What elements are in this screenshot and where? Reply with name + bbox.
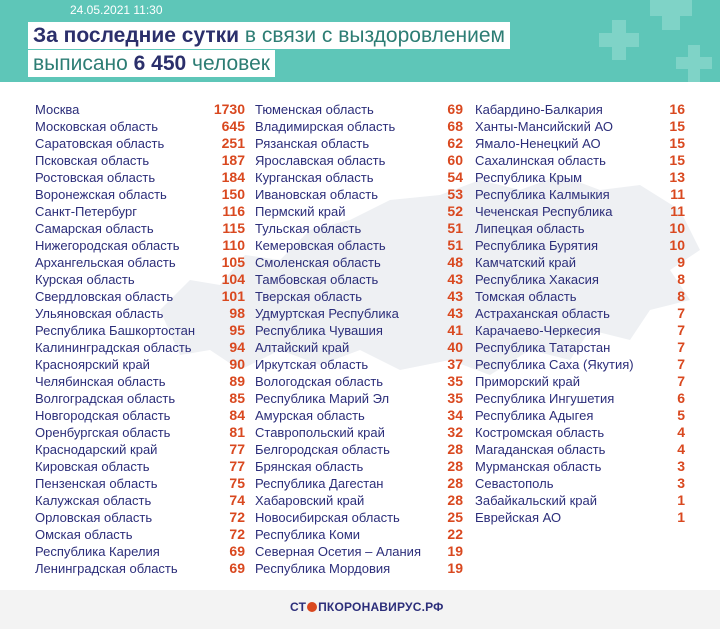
region-discharged-count: 72 [229, 509, 245, 525]
region-discharged-count: 54 [447, 169, 463, 185]
region-discharged-count: 9 [677, 254, 685, 270]
region-name: Республика Башкортостан [35, 323, 195, 338]
region-name: Тамбовская область [255, 272, 379, 287]
region-discharged-count: 28 [447, 475, 463, 491]
region-name: Республика Дагестан [255, 476, 384, 491]
region-name: Псковская область [35, 153, 150, 168]
region-discharged-count: 77 [229, 441, 245, 457]
region-name: Удмуртская Республика [255, 306, 399, 321]
region-row [255, 373, 463, 390]
region-name: Республика Мордовия [255, 561, 391, 576]
footer [0, 590, 720, 629]
region-discharged-count: 8 [677, 271, 685, 287]
region-name: Краснодарский край [35, 442, 158, 457]
region-row [475, 288, 685, 305]
region-discharged-count: 19 [447, 543, 463, 559]
region-row [35, 509, 245, 526]
region-discharged-count: 48 [447, 254, 463, 270]
region-name: Еврейская АО [475, 510, 562, 525]
region-row [35, 135, 245, 152]
region-discharged-count: 77 [229, 458, 245, 474]
region-row [35, 475, 245, 492]
region-row [475, 356, 685, 373]
headline-line-2 [28, 50, 275, 77]
region-name: Республика Коми [255, 527, 361, 542]
region-row [35, 118, 245, 135]
region-discharged-count: 69 [229, 543, 245, 559]
region-discharged-count: 62 [447, 135, 463, 151]
region-row [35, 373, 245, 390]
region-row [35, 254, 245, 271]
region-discharged-count: 15 [669, 152, 685, 168]
region-discharged-count: 28 [447, 458, 463, 474]
region-row [475, 186, 685, 203]
region-discharged-count: 43 [447, 271, 463, 287]
region-discharged-count: 43 [447, 288, 463, 304]
region-discharged-count: 8 [677, 288, 685, 304]
region-column-1 [35, 101, 245, 577]
region-name: Республика Калмыкия [475, 187, 610, 202]
region-discharged-count: 7 [677, 322, 685, 338]
region-row [35, 543, 245, 560]
region-row [255, 424, 463, 441]
region-row [35, 271, 245, 288]
discharged-total: 6 450 [133, 52, 187, 75]
region-row [475, 237, 685, 254]
region-name: Республика Саха (Якутия) [475, 357, 634, 372]
region-name: Сахалинская область [475, 153, 606, 168]
region-name: Тюменская область [255, 102, 374, 117]
region-name: Курская область [35, 272, 135, 287]
region-name: Воронежская область [35, 187, 167, 202]
region-row [255, 339, 463, 356]
region-discharged-count: 104 [221, 271, 245, 287]
region-row [35, 305, 245, 322]
region-name: Северная Осетия – Алания [255, 544, 421, 559]
region-name: Смоленская область [255, 255, 381, 270]
region-name: Московская область [35, 119, 159, 134]
region-discharged-count: 75 [229, 475, 245, 491]
region-row [475, 475, 685, 492]
region-row [35, 458, 245, 475]
region-discharged-count: 51 [447, 237, 463, 253]
headline-bold: За последние сутки [33, 24, 240, 47]
region-name: Липецкая область [475, 221, 585, 236]
region-name: Томская область [475, 289, 577, 304]
region-row [35, 339, 245, 356]
region-row [255, 288, 463, 305]
plus-decoration-icon [590, 0, 720, 82]
region-name: Кабардино-Балкария [475, 102, 603, 117]
date-label: 24.05.2021 11:30 [70, 3, 163, 17]
region-name: Тверская область [255, 289, 363, 304]
region-discharged-count: 32 [447, 424, 463, 440]
region-name: Республика Адыгея [475, 408, 594, 423]
region-discharged-count: 10 [669, 220, 685, 236]
region-discharged-count: 22 [447, 526, 463, 542]
region-discharged-count: 41 [447, 322, 463, 338]
region-name: Владимирская область [255, 119, 396, 134]
region-row [255, 169, 463, 186]
region-discharged-count: 645 [221, 118, 245, 134]
region-row [475, 407, 685, 424]
region-row [475, 390, 685, 407]
region-name: Курганская область [255, 170, 374, 185]
region-discharged-count: 7 [677, 305, 685, 321]
region-name: Хабаровский край [255, 493, 365, 508]
region-name: Ярославская область [255, 153, 386, 168]
region-discharged-count: 28 [447, 441, 463, 457]
region-row [255, 203, 463, 220]
region-row [475, 424, 685, 441]
region-discharged-count: 7 [677, 356, 685, 372]
region-discharged-count: 13 [669, 169, 685, 185]
region-row [255, 305, 463, 322]
region-name: Новгородская область [35, 408, 171, 423]
region-row [35, 322, 245, 339]
region-row [475, 118, 685, 135]
region-name: Новосибирская область [255, 510, 400, 525]
region-discharged-count: 35 [447, 373, 463, 389]
headline-rest: в связи с выздоровлением [239, 24, 505, 47]
region-row [255, 509, 463, 526]
region-row [475, 441, 685, 458]
region-name: Самарская область [35, 221, 154, 236]
region-row [35, 424, 245, 441]
region-discharged-count: 69 [447, 101, 463, 117]
stop-dot-icon [307, 602, 317, 612]
region-name: Алтайский край [255, 340, 350, 355]
region-row [35, 288, 245, 305]
region-discharged-count: 251 [221, 135, 245, 151]
region-row [35, 390, 245, 407]
headline-line-1 [28, 22, 510, 49]
region-row [255, 356, 463, 373]
region-discharged-count: 4 [677, 441, 685, 457]
region-discharged-count: 16 [669, 101, 685, 117]
region-name: Челябинская область [35, 374, 166, 389]
region-name: Магаданская область [475, 442, 606, 457]
region-row [35, 186, 245, 203]
region-name: Орловская область [35, 510, 153, 525]
region-name: Ивановская область [255, 187, 378, 202]
region-row [475, 271, 685, 288]
region-discharged-count: 28 [447, 492, 463, 508]
region-row [255, 220, 463, 237]
region-name: Костромская область [475, 425, 605, 440]
brand-prefix: СТ [290, 600, 307, 614]
region-row [475, 339, 685, 356]
region-name: Ямало-Ненецкий АО [475, 136, 601, 151]
region-name: Республика Чувашия [255, 323, 383, 338]
region-discharged-count: 74 [229, 492, 245, 508]
region-row [475, 101, 685, 118]
region-discharged-count: 90 [229, 356, 245, 372]
region-column-2 [255, 101, 463, 577]
region-discharged-count: 69 [229, 560, 245, 576]
region-name: Пермский край [255, 204, 346, 219]
region-discharged-count: 101 [221, 288, 245, 304]
region-discharged-count: 53 [447, 186, 463, 202]
region-name: Ростовская область [35, 170, 156, 185]
region-row [255, 526, 463, 543]
region-column-3 [475, 101, 685, 526]
region-name: Иркутская область [255, 357, 369, 372]
header-banner [0, 0, 720, 82]
region-name: Рязанская область [255, 136, 370, 151]
region-row [35, 441, 245, 458]
region-name: Республика Татарстан [475, 340, 611, 355]
region-name: Волгоградская область [35, 391, 176, 406]
region-name: Оренбургская область [35, 425, 171, 440]
region-discharged-count: 150 [221, 186, 245, 202]
region-discharged-count: 1 [677, 509, 685, 525]
region-discharged-count: 1730 [213, 101, 245, 117]
region-row [255, 458, 463, 475]
region-discharged-count: 19 [447, 560, 463, 576]
region-discharged-count: 89 [229, 373, 245, 389]
region-name: Архангельская область [35, 255, 176, 270]
region-name: Забайкальский край [475, 493, 598, 508]
region-discharged-count: 98 [229, 305, 245, 321]
region-name: Санкт-Петербург [35, 204, 137, 219]
line2-prefix: выписано [33, 52, 134, 75]
region-row [35, 492, 245, 509]
region-discharged-count: 184 [221, 169, 245, 185]
region-row [475, 254, 685, 271]
region-name: Калужская область [35, 493, 152, 508]
region-discharged-count: 5 [677, 407, 685, 423]
region-discharged-count: 84 [229, 407, 245, 423]
region-row [35, 526, 245, 543]
region-row [255, 254, 463, 271]
region-row [255, 271, 463, 288]
region-discharged-count: 1 [677, 492, 685, 508]
region-name: Брянская область [255, 459, 364, 474]
region-name: Республика Бурятия [475, 238, 599, 253]
region-row [475, 509, 685, 526]
region-discharged-count: 85 [229, 390, 245, 406]
region-name: Калининградская область [35, 340, 192, 355]
region-name: Свердловская область [35, 289, 174, 304]
region-discharged-count: 3 [677, 475, 685, 491]
region-name: Омская область [35, 527, 133, 542]
region-name: Чеченская Республика [475, 204, 613, 219]
region-discharged-count: 52 [447, 203, 463, 219]
region-name: Приморский край [475, 374, 580, 389]
region-discharged-count: 10 [669, 237, 685, 253]
region-name: Республика Карелия [35, 544, 160, 559]
region-discharged-count: 4 [677, 424, 685, 440]
region-name: Пензенская область [35, 476, 158, 491]
line2-suffix: человек [186, 52, 270, 75]
region-discharged-count: 116 [222, 203, 245, 219]
region-row [35, 101, 245, 118]
region-discharged-count: 60 [447, 152, 463, 168]
region-row [255, 186, 463, 203]
region-row [255, 101, 463, 118]
region-discharged-count: 11 [670, 186, 685, 202]
region-discharged-count: 35 [447, 390, 463, 406]
region-discharged-count: 105 [221, 254, 245, 270]
region-discharged-count: 68 [447, 118, 463, 134]
brand-logo [290, 600, 444, 614]
region-row [35, 152, 245, 169]
region-row [35, 356, 245, 373]
region-row [35, 407, 245, 424]
region-row [255, 560, 463, 577]
region-row [255, 118, 463, 135]
region-name: Ульяновская область [35, 306, 164, 321]
region-row [475, 220, 685, 237]
region-discharged-count: 94 [229, 339, 245, 355]
region-row [475, 203, 685, 220]
region-row [255, 135, 463, 152]
region-discharged-count: 15 [669, 135, 685, 151]
region-name: Амурская область [255, 408, 365, 423]
region-discharged-count: 115 [222, 220, 245, 236]
region-name: Республика Марий Эл [255, 391, 390, 406]
region-name: Республика Крым [475, 170, 583, 185]
region-name: Нижегородская область [35, 238, 180, 253]
region-discharged-count: 43 [447, 305, 463, 321]
region-name: Ленинградская область [35, 561, 178, 576]
region-discharged-count: 15 [669, 118, 685, 134]
region-row [255, 441, 463, 458]
region-name: Кемеровская область [255, 238, 386, 253]
region-row [255, 390, 463, 407]
region-discharged-count: 72 [229, 526, 245, 542]
region-discharged-count: 37 [447, 356, 463, 372]
region-row [255, 322, 463, 339]
region-row [475, 152, 685, 169]
region-row [35, 560, 245, 577]
region-row [475, 458, 685, 475]
region-row [35, 203, 245, 220]
region-discharged-count: 40 [447, 339, 463, 355]
region-discharged-count: 81 [229, 424, 245, 440]
region-row [475, 305, 685, 322]
region-name: Мурманская область [475, 459, 602, 474]
region-row [255, 475, 463, 492]
region-name: Ставропольский край [255, 425, 385, 440]
region-name: Астраханская область [475, 306, 610, 321]
region-row [255, 543, 463, 560]
brand-suffix: ПКОРОНАВИРУС.РФ [318, 600, 444, 614]
region-name: Красноярский край [35, 357, 150, 372]
region-row [35, 237, 245, 254]
region-discharged-count: 187 [221, 152, 245, 168]
region-discharged-count: 6 [677, 390, 685, 406]
region-discharged-count: 25 [447, 509, 463, 525]
region-row [35, 169, 245, 186]
region-name: Республика Хакасия [475, 272, 599, 287]
region-discharged-count: 11 [670, 203, 685, 219]
region-row [35, 220, 245, 237]
region-name: Кировская область [35, 459, 150, 474]
region-discharged-count: 110 [222, 237, 245, 253]
region-row [475, 373, 685, 390]
region-discharged-count: 95 [229, 322, 245, 338]
region-discharged-count: 34 [447, 407, 463, 423]
region-row [475, 322, 685, 339]
region-name: Севастополь [475, 476, 554, 491]
region-name: Камчатский край [475, 255, 576, 270]
region-row [475, 169, 685, 186]
region-row [255, 152, 463, 169]
region-name: Карачаево-Черкесия [475, 323, 601, 338]
region-name: Республика Ингушетия [475, 391, 615, 406]
region-row [475, 492, 685, 509]
region-name: Ханты-Мансийский АО [475, 119, 613, 134]
region-discharged-count: 3 [677, 458, 685, 474]
region-row [255, 492, 463, 509]
region-discharged-count: 51 [447, 220, 463, 236]
region-discharged-count: 7 [677, 373, 685, 389]
region-name: Белгородская область [255, 442, 390, 457]
region-discharged-count: 7 [677, 339, 685, 355]
region-name: Вологодская область [255, 374, 384, 389]
region-row [255, 407, 463, 424]
region-name: Тульская область [255, 221, 362, 236]
region-row [475, 135, 685, 152]
region-row [255, 237, 463, 254]
region-name: Москва [35, 102, 80, 117]
region-name: Саратовская область [35, 136, 165, 151]
